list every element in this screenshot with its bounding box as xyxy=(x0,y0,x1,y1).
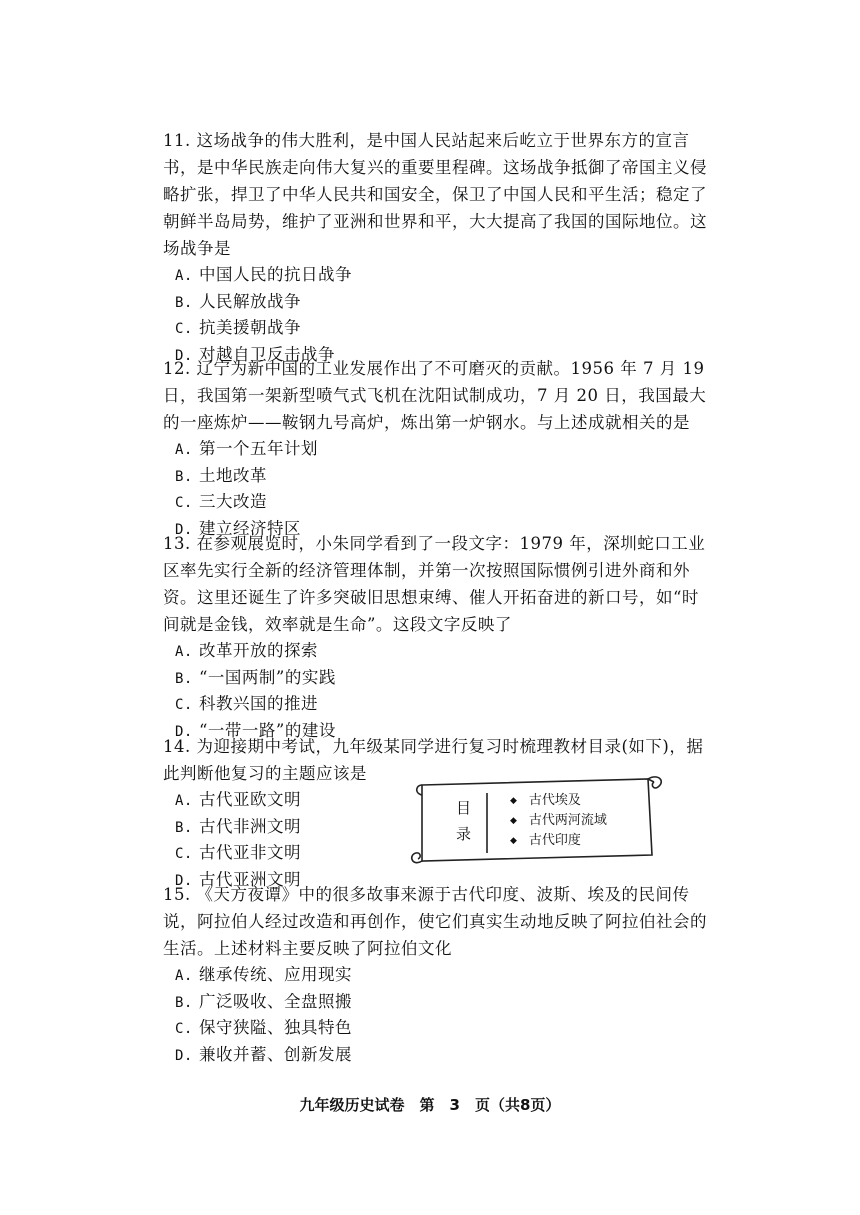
toc-title-char-1: 目 xyxy=(456,799,472,817)
page-footer: 九年级历史试卷 第 3 页（共8页） xyxy=(299,1096,561,1114)
option-a[interactable]: A. 古代亚欧文明 xyxy=(175,790,301,809)
option-b[interactable]: B. “一国两制”的实践 xyxy=(175,667,336,687)
option-a[interactable]: A. 中国人民的抗日战争 xyxy=(175,265,352,284)
question-stem: 14. 为迎接期中考试，九年级某同学进行复习时梳理教材目录(如下)，据此判断他复习的主题应该是 xyxy=(163,737,704,783)
option-b[interactable]: B. 古代非洲文明 xyxy=(175,816,301,836)
option-a[interactable]: A. 继承传统、应用现实 xyxy=(175,965,352,984)
question-stem: 11. 这场战争的伟大胜利，是中国人民站起来后屹立于世界东方的宣言书，是中华民族走向伟大复兴的重要里程碑。这场战争抵御了帝国主义侵略扩张，捍卫了中华人民共和国安全，保卫了中国人民和平生活；稳定了朝鲜半岛局势，维护了亚洲和世界和平，大大提高了我国的国际地位。这场战争是 xyxy=(163,131,707,258)
toc-item: ◆ 古代两河流域 xyxy=(510,813,607,828)
option-c[interactable]: C. 科教兴国的推进 xyxy=(175,694,318,713)
question-12 xyxy=(163,355,708,542)
question-stem: 13. 在参观展览时，小朱同学看到了一段文字：1979 年，深圳蛇口工业区率先实行全新的经济管理体制，并第一次按照国际惯例引进外商和外资。这里还诞生了许多突破旧思想束缚、催人开拓奋进的新口号，如“时间就是金钱，效率就是生命”。这段文字反映了 xyxy=(163,534,706,634)
option-d[interactable]: D. 古代亚洲文明 xyxy=(175,869,301,889)
option-a[interactable]: A. 改革开放的探索 xyxy=(175,641,318,660)
question-15 xyxy=(163,881,708,1068)
option-d[interactable]: D. 对越自卫反击战争 xyxy=(175,344,335,364)
option-c[interactable]: C. 三大改造 xyxy=(175,492,267,511)
toc-title-char-2: 录 xyxy=(456,825,472,843)
option-c[interactable]: C. 保守狭隘、独具特色 xyxy=(175,1018,352,1037)
question-stem: 15. 《天方夜谭》中的很多故事来源于古代印度、波斯、埃及的民间传说，阿拉伯人经过改造和再创作，使它们真实生动地反映了阿拉伯社会的生活。上述材料主要反映了阿拉伯文化 xyxy=(163,885,707,958)
option-c[interactable]: C. 抗美援朝战争 xyxy=(175,318,301,337)
option-d[interactable]: D. 兼收并蓄、创新发展 xyxy=(175,1044,352,1064)
option-d[interactable]: D. “一带一路”的建设 xyxy=(175,720,336,740)
option-c[interactable]: C. 古代亚非文明 xyxy=(175,843,301,862)
option-b[interactable]: B. 人民解放战争 xyxy=(175,291,301,311)
toc-item: ◆ 古代印度 xyxy=(510,833,581,848)
question-11 xyxy=(163,127,708,368)
question-13 xyxy=(163,530,708,744)
diamond-bullet-icon: ◆ xyxy=(510,836,517,846)
option-b[interactable]: B. 土地改革 xyxy=(175,465,267,485)
diamond-bullet-icon: ◆ xyxy=(510,796,517,806)
diamond-bullet-icon: ◆ xyxy=(510,816,517,826)
toc-item: ◆ 古代埃及 xyxy=(510,793,581,808)
question-stem: 12. 辽宁为新中国的工业发展作出了不可磨灭的贡献。1956 年 7 月 19 日，我国第一架新型喷气式飞机在沈阳试制成功，7 月 20 日，我国最大的一座炼炉——鞍钢九号高炉，炼出第一炉钢水。与上述成就相关的是 xyxy=(163,359,707,432)
option-a[interactable]: A. 第一个五年计划 xyxy=(175,439,318,458)
option-b[interactable]: B. 广泛吸收、全盘照搬 xyxy=(175,991,352,1011)
table-of-contents-scroll xyxy=(410,771,665,868)
option-d[interactable]: D. 建立经济特区 xyxy=(175,518,301,538)
